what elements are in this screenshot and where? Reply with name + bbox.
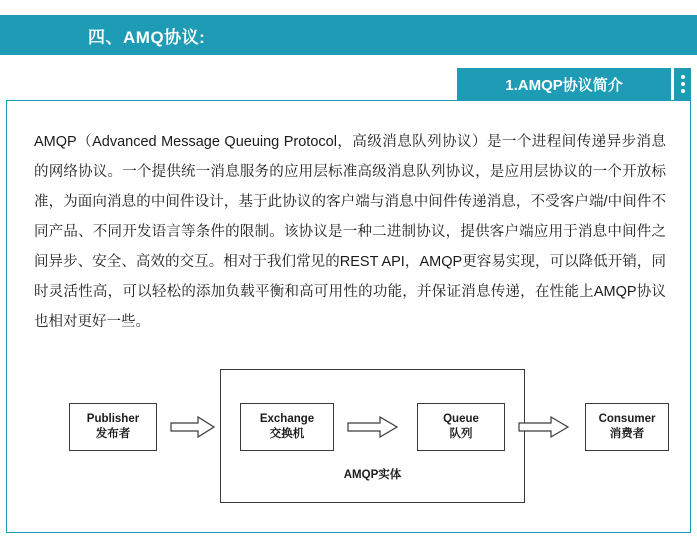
exchange-title-cn: 交换机 — [269, 428, 305, 440]
dot-3 — [681, 89, 685, 93]
publisher-title-en: Publisher — [86, 413, 140, 425]
consumer-title-cn: 消费者 — [609, 428, 645, 440]
arrow-right-icon-3 — [518, 415, 570, 444]
queue-title-cn: 队列 — [449, 428, 473, 440]
page-title: 四、AMQ协议: — [88, 27, 206, 47]
arrow-right-icon-1 — [170, 415, 216, 444]
amqp-entity-label: AMQP实体 — [343, 469, 402, 481]
publisher-title-cn: 发布者 — [95, 428, 131, 440]
arrow-right-icon-2 — [347, 415, 399, 444]
content-panel — [6, 100, 691, 533]
diagram-node-consumer — [585, 403, 669, 451]
page-header — [0, 15, 697, 55]
dot-1 — [681, 75, 685, 79]
section-tag-label: 1.AMQP协议简介 — [457, 68, 671, 100]
queue-title-en: Queue — [443, 413, 479, 425]
diagram-node-exchange — [240, 403, 334, 451]
consumer-title-en: Consumer — [598, 413, 656, 425]
diagram-node-queue — [417, 403, 505, 451]
amqp-description-paragraph: AMQP（Advanced Message Queuing Protocol，高级消息队列协议）是一个进程间传递异步消息的网络协议。一个提供统一消息服务的应用层标准高级消息队列协议，是应用层协议的一个开放标准，为面向消息的中间件设计，基于此协议的客户端与消息中间件传递消息，不受客户端/中间件不同产品、不同开发语言等条件的限制。该协议是一种二进制协议，提供客户端应用于消息中间件之间异步、安全、高效的交互。相对于我们常见的REST API，AMQP更容易实现，可以降低开销，同时灵活性高，可以轻松的添加负载平衡和高可用性的功能，并保证消息传递，在性能上AMQP协议也相对更好一些。 — [34, 134, 666, 330]
diagram-node-publisher — [69, 403, 157, 451]
amqp-flow-diagram — [7, 359, 692, 519]
vertical-dots-icon[interactable] — [674, 68, 691, 100]
exchange-title-en: Exchange — [259, 413, 315, 425]
dot-2 — [681, 82, 685, 86]
section-tag-group — [457, 68, 691, 100]
